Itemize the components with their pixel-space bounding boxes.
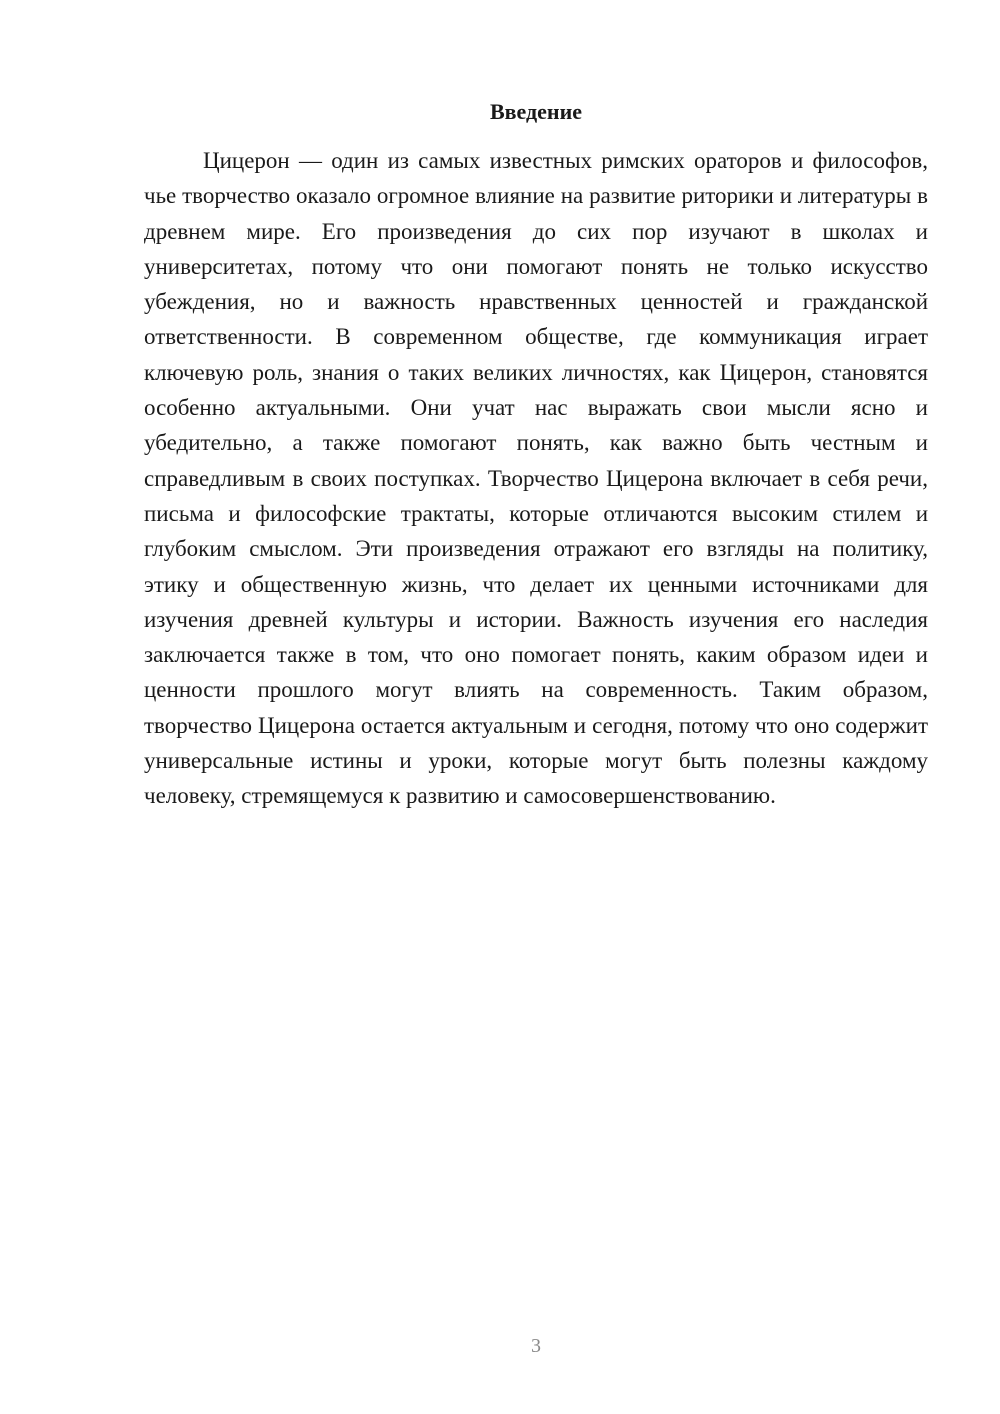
body-paragraph: Цицерон — один из самых известных римских ораторов и философов, чье творчество оказало огромное влияние на развитие риторики и литературы в древнем мире. Его произведения до сих пор изучают в школах и университетах, потому что они помогают понять не только искусство убеждения, но и важность нравственных ценностей и гражданской ответственности. В современном обществе, где коммуникация играет ключевую роль, знания о таких великих личностях, как Цицерон, становятся особенно актуальными. Они учат нас выражать свои мысли ясно и убедительно, а также помогают понять, как важно быть честным и справедливым в своих поступках. Творчество Цицерона включает в себя речи, письма и философские трактаты, которые отличаются высоким стилем и глубоким смыслом. Эти произведения отражают его взгляды на политику, этику и общественную жизнь, что делает их ценными источниками для изучения древней культуры и истории. Важность изучения его наследия заключается также в том, что оно помогает понять, каким образом идеи и ценности прошлого могут влиять на современность. Таким образом, творчество Цицерона остается актуальным и сегодня, потому что оно содержит универсальные истины и уроки, которые могут быть полезны каждому человеку, стремящемуся к развитию и самосовершенствованию. bbox=[144, 148, 928, 809]
page-number: 3 bbox=[531, 1335, 541, 1357]
section-title: Введение bbox=[489, 99, 583, 124]
